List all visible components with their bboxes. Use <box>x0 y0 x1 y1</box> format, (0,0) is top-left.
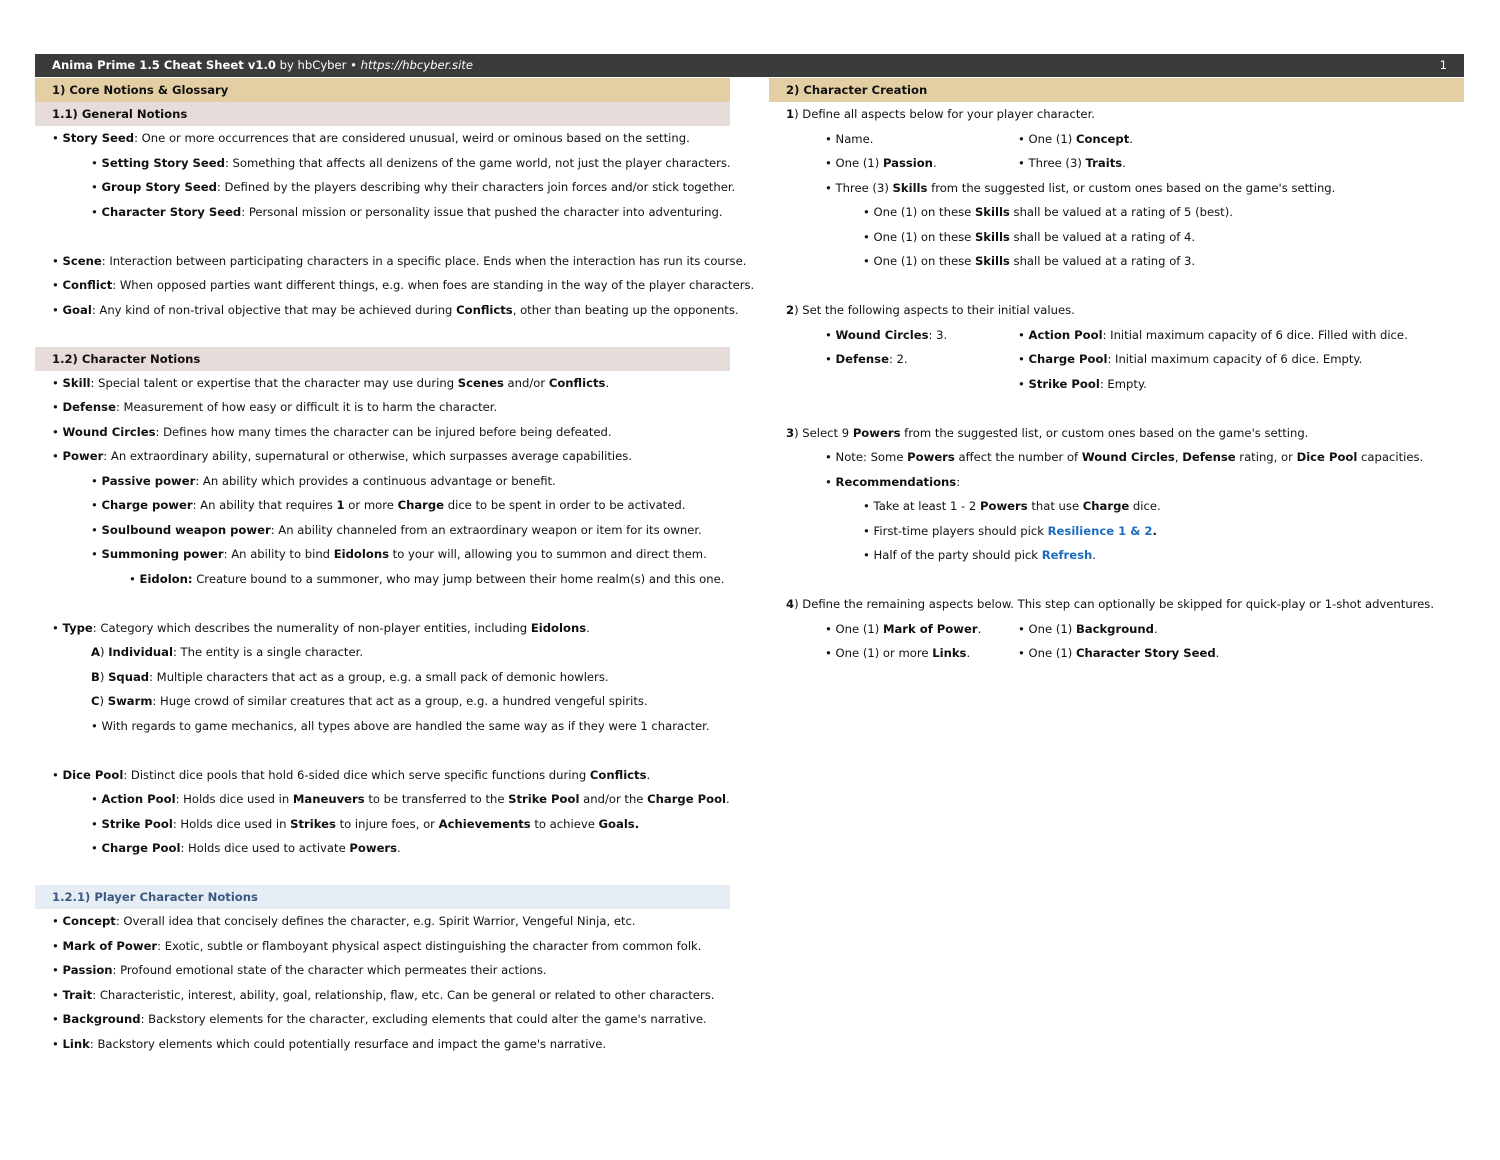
section-character-notions: 1.2) Character Notions <box>35 347 730 371</box>
site-url[interactable]: https://hbcyber.site <box>360 58 473 72</box>
list-item: • Wound Circles: Defines how many times the character can be injured before being defeated. <box>52 424 612 439</box>
list-item: • Group Story Seed: Defined by the players describing why their characters join forces and/or stick together. <box>91 180 736 194</box>
list-item: • Wound Circles: 3. • Action Pool: Initial maximum capacity of 6 dice. Filled with dice. <box>825 327 1408 342</box>
list-item: • Charge Pool: Holds dice used to activate Powers. <box>91 841 401 855</box>
list-item: • Trait: Characteristic, interest, ability, goal, relationship, flaw, etc. Can be general or related to other characters. <box>52 987 715 1002</box>
list-item: • Link: Backstory elements which could potentially resurface and impact the game's narrative. <box>52 1036 607 1051</box>
list-item: • One (1) Passion. • Three (3) Traits. <box>825 156 1126 170</box>
list-item: • Passion: Profound emotional state of the character which permeates their actions. <box>52 963 547 977</box>
list-item: • Summoning power: An ability to bind Eidolons to your will, allowing you to summon and direct them. <box>91 547 707 561</box>
page-number: 1 <box>1439 58 1447 72</box>
list-item: • Charge power: An ability that requires 1 or more Charge dice to be spent in order to be activated. <box>91 498 686 512</box>
list-item: B) Squad: Multiple characters that act as a group, e.g. a small pack of demonic howlers. <box>91 669 609 684</box>
section-character-creation: 2) Character Creation <box>769 78 1464 102</box>
list-item: • Skill: Special talent or expertise that the character may use during Scenes and/or Conflicts. <box>52 375 610 390</box>
list-item: • Soulbound weapon power: An ability channeled from an extraordinary weapon or item for its owner. <box>91 522 702 537</box>
step-3: 3) Select 9 Powers from the suggested list, or custom ones based on the game's setting. <box>786 425 1309 440</box>
list-item: • Eidolon: Creature bound to a summoner, who may jump between their home realm(s) and this one. <box>129 571 725 586</box>
list-item: • Three (3) Skills from the suggested list, or custom ones based on the game's setting. <box>825 180 1336 195</box>
list-item: • Action Pool: Holds dice used in Maneuvers to be transferred to the Strike Pool and/or the Charge Pool. <box>91 792 730 806</box>
step-4: 4) Define the remaining aspects below. This step can optionally be skipped for quick-play or 1-shot adventures. <box>786 597 1435 611</box>
list-item: • One (1) or more Links. • One (1) Character Story Seed. <box>825 646 1220 660</box>
list-item: • One (1) on these Skills shall be valued at a rating of 3. <box>863 254 1196 268</box>
list-item: • Character Story Seed: Personal mission or personality issue that pushed the character into adventuring. <box>91 204 723 219</box>
list-item: • Background: Backstory elements for the character, excluding elements that could alter the game's narrative. <box>52 1012 707 1026</box>
author: by hbCyber • <box>279 58 357 72</box>
list-item: • Passive power: An ability which provides a continuous advantage or benefit. <box>91 473 556 488</box>
list-item: • Half of the party should pick Refresh. <box>863 548 1096 562</box>
list-item: • Defense: Measurement of how easy or difficult it is to harm the character. <box>52 400 498 414</box>
list-item: • Recommendations: <box>825 474 961 489</box>
section-general-notions: 1.1) General Notions <box>35 102 730 126</box>
doc-title: Anima Prime 1.5 Cheat Sheet v1.0 <box>52 58 276 72</box>
list-item: • Concept: Overall idea that concisely defines the character, e.g. Spirit Warrior, Vengeful Ninja, etc. <box>52 914 636 928</box>
list-item: • Name. • One (1) Concept. <box>825 131 1133 146</box>
list-item: A) Individual: The entity is a single character. <box>91 645 363 659</box>
list-item: • With regards to game mechanics, all types above are handled the same way as if they were 1 character. <box>91 718 710 733</box>
step-1: 1) Define all aspects below for your player character. <box>786 107 1095 121</box>
step-2: 2) Set the following aspects to their initial values. <box>786 303 1075 317</box>
list-item: • Defense: 2. • Charge Pool: Initial maximum capacity of 6 dice. Empty. <box>825 352 1363 366</box>
list-item: • Conflict: When opposed parties want different things, e.g. when foes are standing in the way of the player characters. <box>52 278 755 292</box>
refresh-link[interactable]: Refresh <box>1041 548 1093 562</box>
section-core-notions: 1) Core Notions & Glossary <box>35 78 730 102</box>
right-column <box>769 78 1464 666</box>
list-item: • Power: An extraordinary ability, supernatural or otherwise, which surpasses average capabilities. <box>52 449 632 463</box>
list-item: • Note: Some Powers affect the number of Wound Circles, Defense rating, or Dice Pool capacities. <box>825 450 1424 464</box>
list-item: • Type: Category which describes the numerality of non-player entities, including Eidolons. <box>52 620 590 635</box>
list-item: • Story Seed: One or more occurrences that are considered unusual, weird or ominous based on the setting. <box>52 131 690 145</box>
list-item: C) Swarm: Huge crowd of similar creatures that act as a group, e.g. a hundred vengeful spirits. <box>91 694 648 708</box>
list-item: • Mark of Power: Exotic, subtle or flamboyant physical aspect distinguishing the character from common folk. <box>52 938 702 953</box>
list-item: • Dice Pool: Distinct dice pools that hold 6-sided dice which serve specific functions during Conflicts. <box>52 767 651 782</box>
list-item: • Goal: Any kind of non-trival objective that may be achieved during Conflicts, other than beating up the opponents. <box>52 302 739 317</box>
list-item: • Strike Pool: Holds dice used in Strikes to injure foes, or Achievements to achieve Goals. <box>91 816 640 831</box>
list-item: • First-time players should pick Resilience 1 & 2. <box>863 523 1157 538</box>
section-player-character-notions: 1.2.1) Player Character Notions <box>35 885 730 909</box>
list-item: • Take at least 1 - 2 Powers that use Charge dice. <box>863 499 1161 513</box>
list-item: • Strike Pool: Empty. <box>1018 376 1147 391</box>
header-bar <box>35 54 1464 77</box>
list-item: • Setting Story Seed: Something that affects all denizens of the game world, not just the player characters. <box>91 155 731 170</box>
list-item: • One (1) on these Skills shall be valued at a rating of 4. <box>863 229 1196 244</box>
list-item: • One (1) on these Skills shall be valued at a rating of 5 (best). <box>863 205 1233 219</box>
resilience-link[interactable]: Resilience 1 & 2 <box>1047 523 1153 538</box>
left-column <box>35 78 755 1056</box>
list-item: • One (1) Mark of Power. • One (1) Background. <box>825 621 1158 636</box>
list-item: • Scene: Interaction between participating characters in a specific place. Ends when the interaction has run its course. <box>52 253 747 268</box>
